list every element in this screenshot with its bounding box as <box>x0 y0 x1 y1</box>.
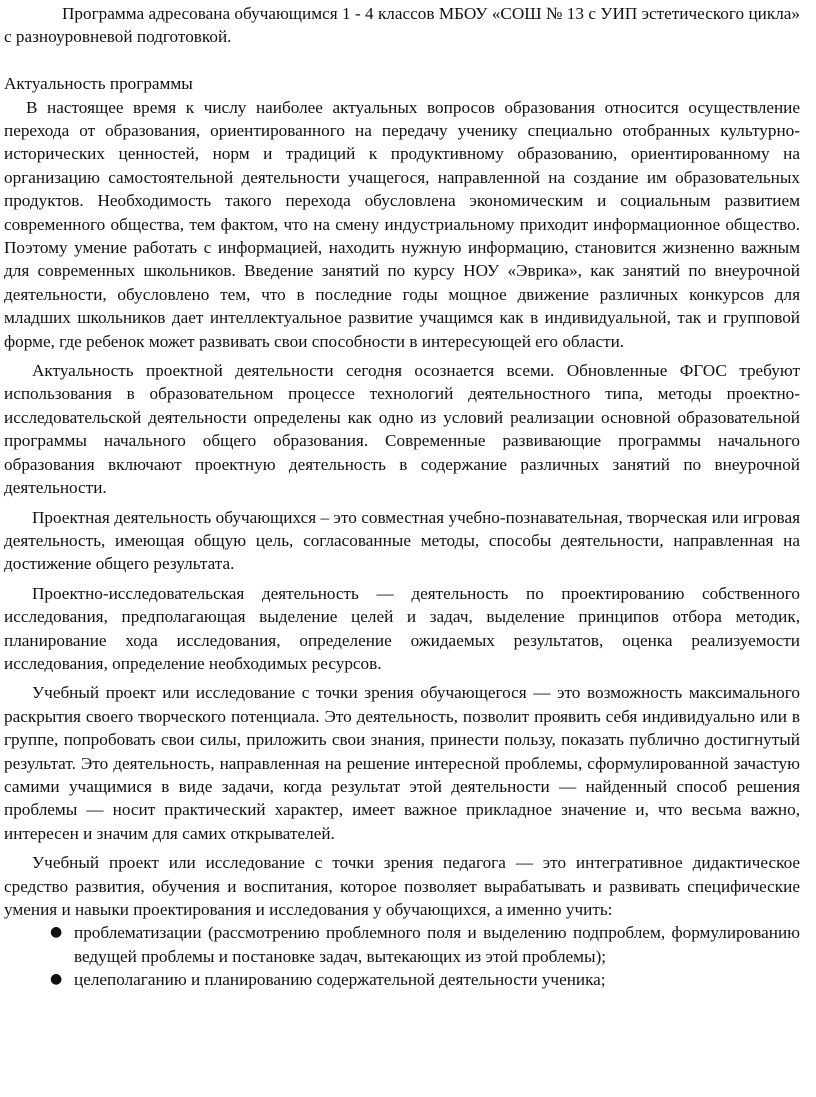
paragraph-relevance: В настоящее время к числу наиболее актуальных вопросов образования относится осуществление перехода от образования, ориентированного на передачу ученику специально отобранных культурно-исторических ценностей, норм и традиций к продуктивному образованию, ориентированному на организацию самостоятельной деятельности учащегося, направленной на создание им образовательных продуктов. Необходимость такого перехода обусловлена экономическим и социальным развитием современного общества, тем фактом, что на смену индустриальному приходит информационное общество. Поэтому умение работать с информацией, находить нужную информацию, становится жизненно важным для современных школьников. Введение занятий по курсу НОУ «Эврика», как занятий по внеурочной деятельности, обусловлено тем, что в последние годы мощное движение различных конкурсов для младших школьников дает интеллектуальное развитие учащимся как в индивидуальной, так и групповой форме, где ребенок может развивать свои способности в интересующей его области. <box>4 97 800 351</box>
bullet-icon: ● <box>50 971 63 988</box>
paragraph-project-definition: Проектная деятельность обучающихся – это совместная учебно-познавательная, творческая или игровая деятельность, имеющая общую цель, согласованные методы, способы деятельности, направленная на достижение общего результата. <box>4 507 800 574</box>
list-item-text: целеполаганию и планированию содержательной деятельности ученика; <box>74 970 606 990</box>
paragraph-project-activity: Актуальность проектной деятельности сегодня осознается всеми. Обновленные ФГОС требуют использования в образовательном процессе технологий деятельностного типа, методы проектно-исследовательской деятельности определены как одно из условий реализации основной образовательной программы начального общего образования. Современные развивающие программы начального образования включают проектную деятельность в содержание различных занятий по внеурочной деятельности. <box>4 361 800 498</box>
intro-paragraph: Программа адресована обучающимся 1 - 4 классов МБОУ «СОШ № 13 с УИП эстетического цикла» с разноуровневой подготовкой. <box>4 4 800 47</box>
section-heading: Актуальность программы <box>4 74 193 94</box>
blank-line <box>4 49 800 72</box>
paragraph-teacher-view: Учебный проект или исследование с точки зрения педагога — это интегративное дидактическое средство развития, обучения и воспитания, которое позволяет вырабатывать и развивать специфические умения и навыки проектирования и исследования у обучающихся, а именно учить: <box>4 853 800 920</box>
bullet-icon: ● <box>50 924 63 941</box>
document-page <box>4 2 800 992</box>
paragraph-research-definition: Проектно-исследовательская деятельность — деятельность по проектированию собственного исследования, предполагающая выделение целей и задач, выделение принципов отбора методик, планирование хода исследования, определение ожидаемых результатов, оценка реализуемости исследования, определение необходимых ресурсов. <box>4 583 800 673</box>
list-item <box>4 968 800 991</box>
list-item <box>4 921 800 968</box>
paragraph-student-view: Учебный проект или исследование с точки зрения обучающегося — это возможность максимального раскрытия своего творческого потенциала. Это деятельность, позволит проявить себя индивидуально или в группе, попробовать свои силы, приложить свои знания, принести пользу, показать публично достигнутый результат. Это деятельность, направленная на решение интересной проблемы, сформулированной зачастую самими учащимися в виде задачи, когда результат этой деятельности — найденный способ решения проблемы — носит практический характер, имеет важное прикладное значение и, что весьма важно, интересен и значим для самих открывателей. <box>4 683 800 843</box>
list-item-text: проблематизации (рассмотрению проблемного поля и выделению подпроблем, формулированию ведущей проблемы и постановке задач, вытекающих из этой проблемы); <box>74 923 800 966</box>
skills-list <box>4 921 800 991</box>
